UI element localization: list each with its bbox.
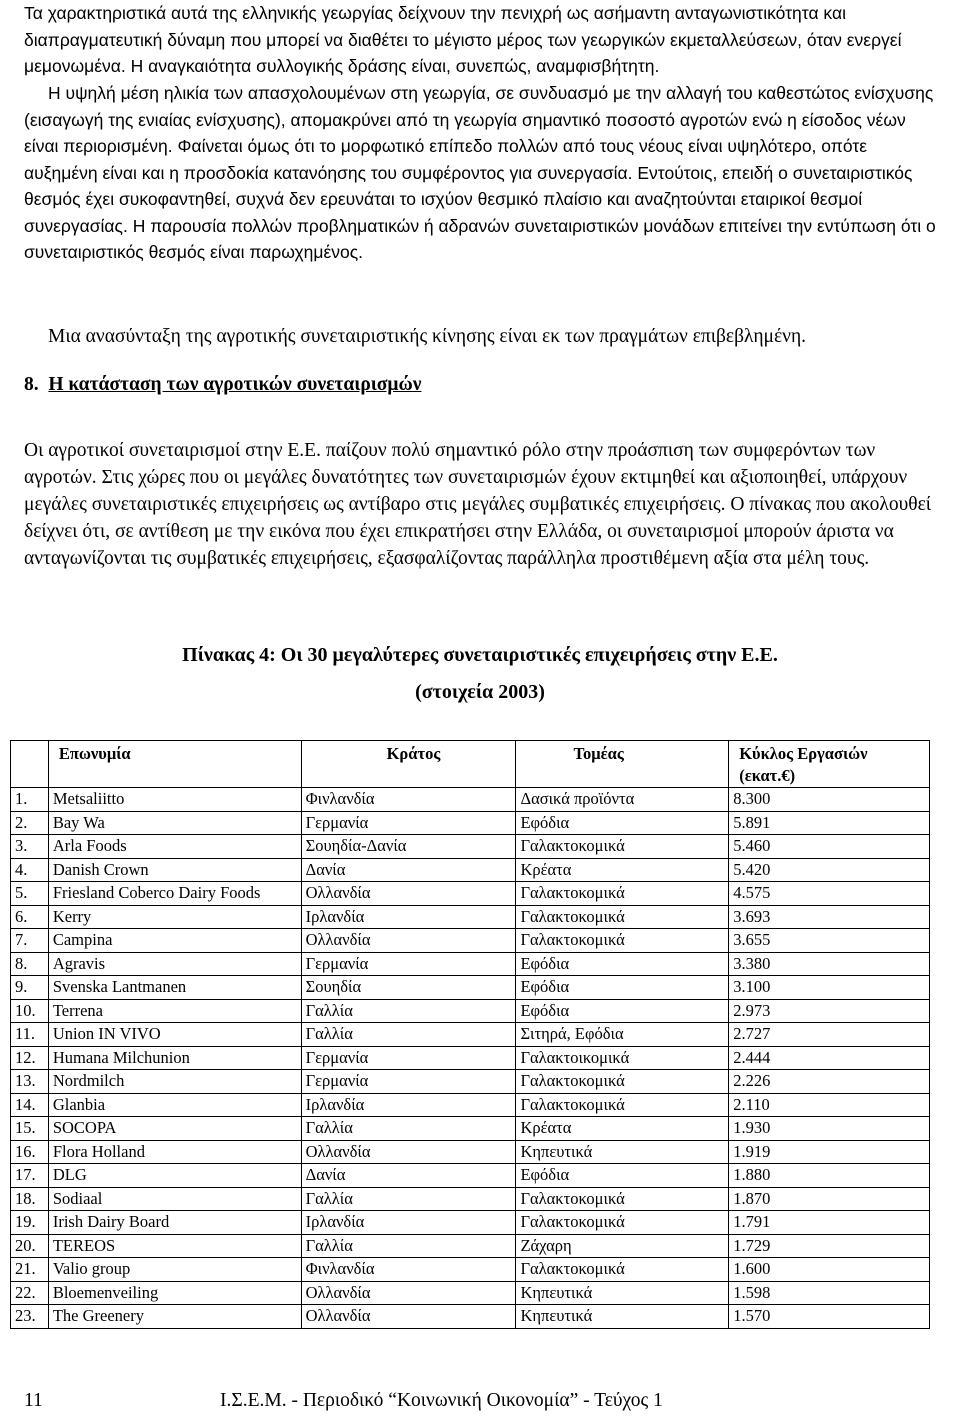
- cell-sector: Γαλακτοκομικά: [516, 929, 729, 953]
- cell-sector: Γαλακτοικομικά: [516, 1046, 729, 1070]
- cell-sector: Κηπευτικά: [516, 1305, 729, 1329]
- cell-row-index: 6.: [11, 905, 49, 929]
- cell-row-index: 17.: [11, 1164, 49, 1188]
- table-row: [11, 1023, 930, 1047]
- table-row: [11, 1305, 930, 1329]
- cell-sector: Κηπευτικά: [516, 1281, 729, 1305]
- cell-company-name: Friesland Coberco Dairy Foods: [48, 882, 301, 906]
- cell-row-index: 8.: [11, 952, 49, 976]
- table-row: [11, 1140, 930, 1164]
- cell-turnover: 1.870: [729, 1187, 930, 1211]
- cell-company-name: Agravis: [48, 952, 301, 976]
- section-heading: [24, 374, 421, 396]
- cell-row-index: 11.: [11, 1023, 49, 1047]
- cell-country: Γερμανία: [301, 811, 516, 835]
- cell-company-name: Arla Foods: [48, 835, 301, 859]
- cell-sector: Εφόδια: [516, 999, 729, 1023]
- cooperatives-table: [10, 740, 930, 1329]
- cell-company-name: The Greenery: [48, 1305, 301, 1329]
- cell-country: Ολλανδία: [301, 1305, 516, 1329]
- cell-country: Σουηδία: [301, 976, 516, 1000]
- cell-turnover: 1.570: [729, 1305, 930, 1329]
- table-row: [11, 1211, 930, 1235]
- cell-company-name: Flora Holland: [48, 1140, 301, 1164]
- table-row: [11, 952, 930, 976]
- cell-company-name: Danish Crown: [48, 858, 301, 882]
- paragraph-agriculture-characteristics: Τα χαρακτηριστικά αυτά της ελληνικής γεωργίας δείχνουν την πενιχρή ως ασήμαντη ανταγωνιστικότητα και διαπραγματευτική δύναμη που μπορεί να διαθέτει το μέγιστο μέρος των γεωργικών εκμεταλλεύσεων, όταν ενεργεί μεμονωμένα. Η αναγκαιότητα συλλογικής δράσης είναι, συνεπώς, αναμφισβήτητη.: [24, 3, 902, 76]
- cell-sector: Κηπευτικά: [516, 1140, 729, 1164]
- cell-country: Γερμανία: [301, 1070, 516, 1094]
- cell-row-index: 1.: [11, 788, 49, 812]
- cell-country: Ολλανδία: [301, 929, 516, 953]
- cell-sector: Εφόδια: [516, 976, 729, 1000]
- cell-country: Φινλανδία: [301, 788, 516, 812]
- cell-sector: Εφόδια: [516, 952, 729, 976]
- cell-turnover: 2.226: [729, 1070, 930, 1094]
- cell-row-index: 21.: [11, 1258, 49, 1282]
- table-row: [11, 1234, 930, 1258]
- cell-company-name: SOCOPA: [48, 1117, 301, 1141]
- table-row: [11, 811, 930, 835]
- cell-company-name: DLG: [48, 1164, 301, 1188]
- cell-row-index: 16.: [11, 1140, 49, 1164]
- cell-row-index: 9.: [11, 976, 49, 1000]
- cell-country: Ιρλανδία: [301, 1093, 516, 1117]
- footer-journal: Ι.Σ.Ε.Μ. - Περιοδικό “Κοινωνική Οικονομία” - Τεύχος 1: [220, 1390, 663, 1411]
- cell-company-name: Bloemenveiling: [48, 1281, 301, 1305]
- cell-sector: Γαλακτοκομικά: [516, 1187, 729, 1211]
- cell-row-index: 5.: [11, 882, 49, 906]
- table-row: [11, 929, 930, 953]
- table-row: [11, 999, 930, 1023]
- header-turnover: Κύκλος Εργασιών (εκατ.€): [729, 741, 930, 788]
- cell-row-index: 13.: [11, 1070, 49, 1094]
- table-subcaption: (στοιχεία 2003): [415, 681, 545, 703]
- cell-turnover: 3.693: [729, 905, 930, 929]
- cell-row-index: 2.: [11, 811, 49, 835]
- table-row: [11, 1281, 930, 1305]
- cell-company-name: Humana Milchunion: [48, 1046, 301, 1070]
- cell-row-index: 3.: [11, 835, 49, 859]
- cell-turnover: 1.919: [729, 1140, 930, 1164]
- cell-company-name: Union IN VIVO: [48, 1023, 301, 1047]
- cell-turnover: 4.575: [729, 882, 930, 906]
- cell-row-index: 12.: [11, 1046, 49, 1070]
- header-index: [11, 741, 49, 788]
- cell-row-index: 15.: [11, 1117, 49, 1141]
- cell-company-name: TEREOS: [48, 1234, 301, 1258]
- cell-sector: Ζάχαρη: [516, 1234, 729, 1258]
- cell-company-name: Valio group: [48, 1258, 301, 1282]
- cell-turnover: 3.100: [729, 976, 930, 1000]
- table-caption: Πίνακας 4: Οι 30 μεγαλύτερες συνεταιριστικές επιχειρήσεις στην Ε.Ε.: [182, 644, 778, 666]
- cell-turnover: 1.598: [729, 1281, 930, 1305]
- cell-country: Γερμανία: [301, 952, 516, 976]
- cell-turnover: 1.880: [729, 1164, 930, 1188]
- cell-sector: Σιτηρά, Εφόδια: [516, 1023, 729, 1047]
- cell-sector: Γαλακτοκομικά: [516, 905, 729, 929]
- cell-country: Γαλλία: [301, 1187, 516, 1211]
- cell-sector: Γαλακτοκομικά: [516, 882, 729, 906]
- table-row: [11, 1187, 930, 1211]
- header-name: Επωνυμία: [48, 741, 301, 788]
- cell-sector: Κρέατα: [516, 1117, 729, 1141]
- cell-turnover: 2.110: [729, 1093, 930, 1117]
- cell-sector: Εφόδια: [516, 1164, 729, 1188]
- cell-country: Ολλανδία: [301, 1140, 516, 1164]
- cell-row-index: 10.: [11, 999, 49, 1023]
- cell-country: Ιρλανδία: [301, 905, 516, 929]
- footer-page-number: 11: [24, 1390, 43, 1411]
- table-row: [11, 1258, 930, 1282]
- table-row: [11, 1070, 930, 1094]
- cell-company-name: Irish Dairy Board: [48, 1211, 301, 1235]
- table-row: [11, 1164, 930, 1188]
- table-row: [11, 905, 930, 929]
- cell-turnover: 3.380: [729, 952, 930, 976]
- cell-turnover: 1.729: [729, 1234, 930, 1258]
- cell-row-index: 20.: [11, 1234, 49, 1258]
- cell-row-index: 4.: [11, 858, 49, 882]
- cell-sector: Γαλακτοκομικά: [516, 1258, 729, 1282]
- table-row: [11, 858, 930, 882]
- table-header-row: [11, 741, 930, 788]
- cell-sector: Γαλακτοκομικά: [516, 1070, 729, 1094]
- header-sector: Τομέας: [516, 741, 729, 788]
- cell-country: Δανία: [301, 858, 516, 882]
- cell-country: Γερμανία: [301, 1046, 516, 1070]
- cell-company-name: Svenska Lantmanen: [48, 976, 301, 1000]
- cell-company-name: Sodiaal: [48, 1187, 301, 1211]
- cell-sector: Γαλακτοκομικά: [516, 1093, 729, 1117]
- cell-turnover: 3.655: [729, 929, 930, 953]
- cell-company-name: Campina: [48, 929, 301, 953]
- cell-country: Δανία: [301, 1164, 516, 1188]
- cell-turnover: 2.973: [729, 999, 930, 1023]
- paragraph-farmer-age: Η υψηλή μέση ηλικία των απασχολουμένων στη γεωργία, σε συνδυασμό με την αλλαγή του καθεστώτος ενίσχυσης (εισαγωγή της ενιαίας ενίσχυσης), απομακρύνει από τη γεωργία σημαντικό ποσοστό αγροτών ενώ η είσοδος νέων είναι περιορισμένη. Φαίνεται όμως ότι το μορφωτικό επίπεδο πολλών από τους νέους είναι υψηλότερο, οπότε αυξημένη είναι και η προσδοκία κατανόησης του συμφέροντος για συνεργασία. Εντούτοις, επειδή ο συνεταιριστικός θεσμός έχει συκοφαντηθεί, συχνά δεν ερευνάται το ισχύον θεσμικό πλαίσιο και αναζητούνται εταιρικοί θεσμοί συνεργασίας. Η παρουσία πολλών προβληματικών ή αδρανών συνεταιριστικών μονάδων επιτείνει την εντύπωση ότι ο συνεταιριστικός θεσμός είναι παρωχημένος.: [24, 83, 936, 262]
- table-row: [11, 1117, 930, 1141]
- cell-country: Γαλλία: [301, 999, 516, 1023]
- cell-country: Ολλανδία: [301, 1281, 516, 1305]
- cell-row-index: 18.: [11, 1187, 49, 1211]
- cell-sector: Γαλακτοκομικά: [516, 1211, 729, 1235]
- cell-company-name: Glanbia: [48, 1093, 301, 1117]
- paragraph-restructuring: Μια ανασύνταξη της αγροτικής συνεταιριστικής κίνησης είναι εκ των πραγμάτων επιβεβλημένη.: [48, 326, 807, 347]
- cell-turnover: 5.891: [729, 811, 930, 835]
- cell-country: Γαλλία: [301, 1023, 516, 1047]
- cell-country: Γαλλία: [301, 1234, 516, 1258]
- cell-turnover: 1.791: [729, 1211, 930, 1235]
- cell-company-name: Nordmilch: [48, 1070, 301, 1094]
- cell-company-name: Bay Wa: [48, 811, 301, 835]
- cell-row-index: 23.: [11, 1305, 49, 1329]
- table-row: [11, 882, 930, 906]
- cell-turnover: 1.600: [729, 1258, 930, 1282]
- cell-row-index: 22.: [11, 1281, 49, 1305]
- cell-country: Φινλανδία: [301, 1258, 516, 1282]
- cell-company-name: Kerry: [48, 905, 301, 929]
- cell-company-name: Metsaliitto: [48, 788, 301, 812]
- cell-sector: Κρέατα: [516, 858, 729, 882]
- table-row: [11, 1093, 930, 1117]
- cell-row-index: 7.: [11, 929, 49, 953]
- table-row: [11, 976, 930, 1000]
- section-title: Η κατάσταση των αγροτικών συνεταιρισμών: [48, 374, 422, 395]
- cell-row-index: 14.: [11, 1093, 49, 1117]
- cell-company-name: Terrena: [48, 999, 301, 1023]
- table-row: [11, 835, 930, 859]
- section-number: 8.: [24, 374, 39, 395]
- table-row: [11, 788, 930, 812]
- cell-sector: Δασικά προϊόντα: [516, 788, 729, 812]
- cell-turnover: 5.460: [729, 835, 930, 859]
- cell-turnover: 5.420: [729, 858, 930, 882]
- cell-turnover: 8.300: [729, 788, 930, 812]
- cell-row-index: 19.: [11, 1211, 49, 1235]
- header-country: Κράτος: [301, 741, 516, 788]
- cell-country: Ολλανδία: [301, 882, 516, 906]
- cell-country: Σουηδία-Δανία: [301, 835, 516, 859]
- cell-turnover: 1.930: [729, 1117, 930, 1141]
- cell-sector: Εφόδια: [516, 811, 729, 835]
- cell-country: Γαλλία: [301, 1117, 516, 1141]
- cell-sector: Γαλακτοκομικά: [516, 835, 729, 859]
- cell-country: Ιρλανδία: [301, 1211, 516, 1235]
- paragraph-cooperatives: Οι αγροτικοί συνεταιρισμοί στην Ε.Ε. παίζουν πολύ σημαντικό ρόλο στην προάσπιση των συμφερόντων των αγροτών. Στις χώρες που οι μεγάλες δυνατότητες των συνεταιρισμών έχουν εκτιμηθεί και αξιοποιηθεί, υπάρχουν μεγάλες συνεταιριστικές επιχειρήσεις ως αντίβαρο στις μεγάλες συμβατικές επιχειρήσεις. Ο πίνακας που ακολουθεί δείχνει ότι, σε αντίθεση με την εικόνα που έχει επικρατήσει στην Ελλάδα, οι συνεταιρισμοί μπορούν άριστα να ανταγωνίζονται τις συμβατικές επιχειρήσεις, εξασφαλίζοντας παράλληλα προστιθέμενη αξία στα μέλη τους.: [24, 440, 932, 569]
- table-body: [11, 788, 930, 1329]
- cell-turnover: 2.444: [729, 1046, 930, 1070]
- table-row: [11, 1046, 930, 1070]
- cell-turnover: 2.727: [729, 1023, 930, 1047]
